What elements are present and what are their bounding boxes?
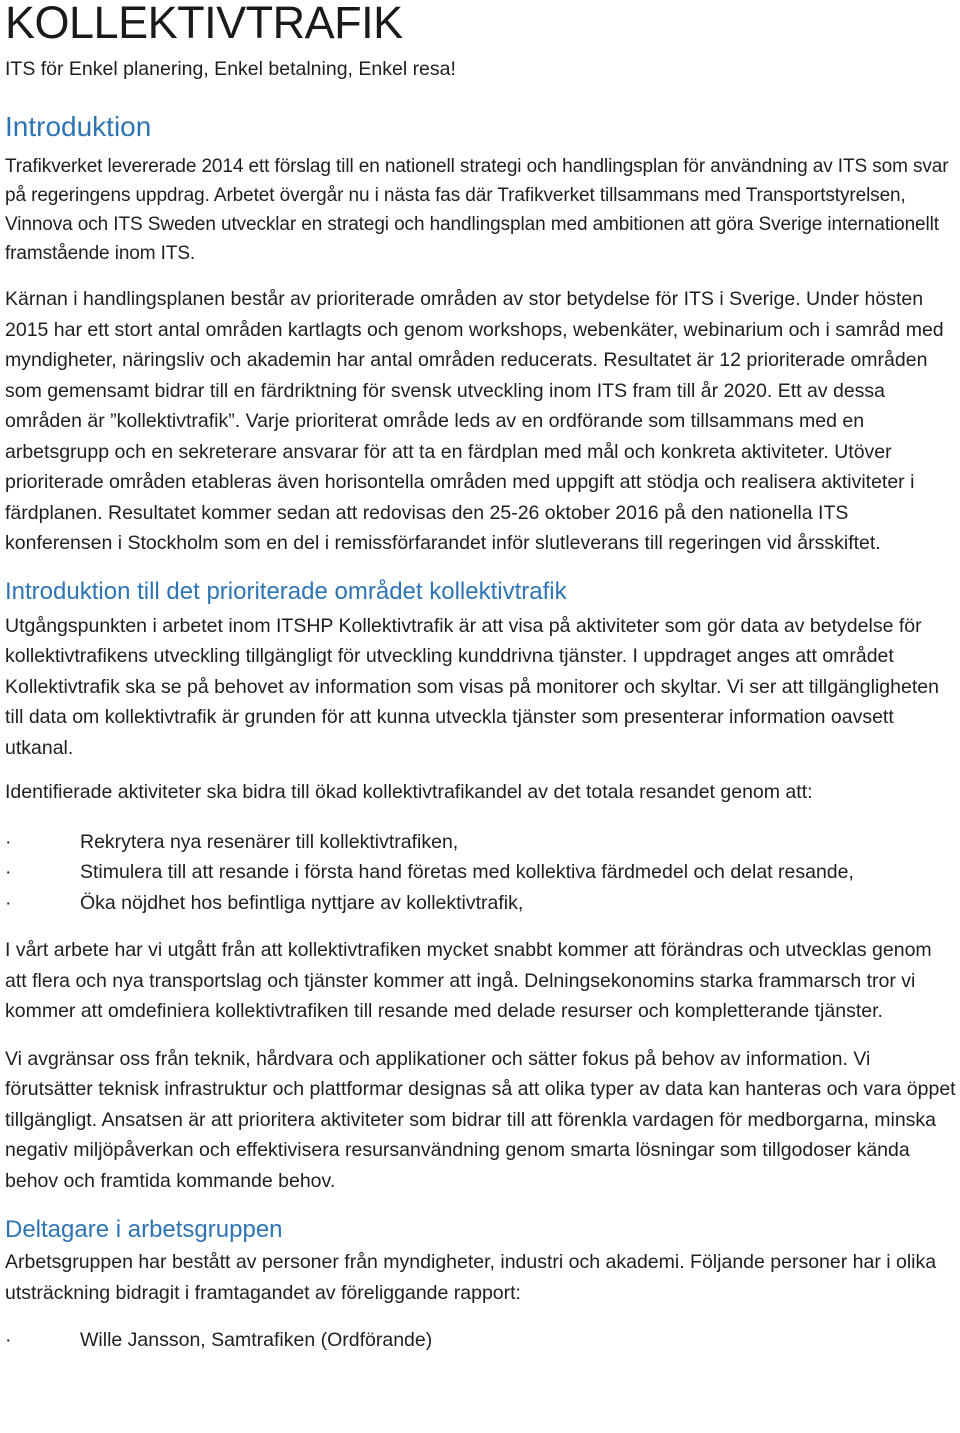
participants-paragraph: Arbetsgruppen har bestått av personer från myndigheter, industri och akademi. Följande personer har i olika utsträckning bidragit i framtagandet av föreliggande rapport: bbox=[5, 1251, 937, 1304]
priority-area-bullet-list bbox=[5, 827, 957, 919]
participant-name: Wille Jansson, Samtrafiken (Ordförande) bbox=[80, 1329, 433, 1351]
priority-area-paragraph-4: Vi avgränsar oss från teknik, hårdvara och applikationer och sätter fokus på behov av information. Vi förutsätter teknisk infrastruktur och plattformar designas så att olika typer av data kan hanteras och vara öppet tillgängligt. Ansatsen är att prioritera aktiviteter som bidrar till att förenkla vardagen för medborgarna, minska negativ miljöpåverkan och effektivisera resursanvändning genom smarta lösningar som tillgodoser kända behov och framtida kommande behov. bbox=[5, 1047, 956, 1192]
section-heading-intro: Introduktion bbox=[5, 111, 152, 142]
bullet-marker: · bbox=[5, 861, 12, 883]
list-item bbox=[5, 827, 957, 858]
bullet-marker: · bbox=[5, 891, 12, 914]
list-item bbox=[5, 857, 957, 888]
list-item-text: Rekrytera nya resenärer till kollektivtrafiken, bbox=[80, 830, 459, 853]
participants-list bbox=[5, 1325, 957, 1356]
list-item bbox=[5, 888, 957, 919]
intro-paragraph-1: Trafikverket levererade 2014 ett förslag till en nationell strategi och handlingsplan för användning av ITS som svar på regeringens uppdrag. Arbetet övergår nu i nästa fas där Trafikverket tillsammans med Transportstyrelsen, Vinnova och ITS Sweden utvecklar en strategi och handlingsplan med ambitionen att göra Sverige internationellt framstående inom ITS. bbox=[5, 156, 949, 264]
document-page bbox=[5, 0, 957, 1356]
priority-area-paragraph-1: Utgångspunkten i arbetet inom ITSHP Kollektivtrafik är att visa på aktiviteter som gör data av betydelse för kollektivtrafikens utveckling tillgängligt för utveckling kunddrivna tjänster. I uppdraget anges att området Kollektivtrafik ska se på behovet av information som visas på monitorer och skyltar. Vi ser att tillgängligheten till data om kollektivtrafik är grunden för att kunna utveckla tjänster som presenterar information oavsett utkanal. bbox=[5, 614, 939, 759]
document-title: KOLLEKTIVTRAFIK bbox=[5, 0, 403, 48]
bullet-marker: · bbox=[5, 1329, 12, 1351]
section-heading-participants: Deltagare i arbetsgruppen bbox=[5, 1216, 283, 1243]
bullet-marker: · bbox=[5, 830, 12, 853]
priority-area-paragraph-2: Identifierade aktiviteter ska bidra till ökad kollektivtrafikandel av det totala resandet genom att: bbox=[5, 781, 813, 803]
list-item-text: Stimulera till att resande i första hand företas med kollektiva färdmedel och delat resande, bbox=[80, 861, 854, 883]
intro-paragraph-2: Kärnan i handlingsplanen består av prioriterade områden av stor betydelse för ITS i Sverige. Under hösten 2015 har ett stort antal områden kartlagts och genom workshops, webenkäter, webinarium och i samråd med myndigheter, näringsliv och akademin har antal områden reducerats. Resultatet är 12 prioriterade områden som gemensamt bidrar till en färdriktning för svensk utveckling inom ITS fram till år 2020. Ett av dessa områden är ”kollektivtrafik”. Varje prioriterat område leds av en ordförande som tillsammans med en arbetsgrupp och en sekreterare ansvarar för att ta en färdplan med mål och konkreta aktiviteter. Utöver prioriterade områden etableras även horisontella områden med uppgift att stödja och realisera aktiviteter i färdplanen. Resultatet kommer sedan att redovisas den 25-26 oktober 2016 på den nationella ITS konferensen i Stockholm som en del i remissförfarandet inför slutleverans till regeringen vid årsskiftet. bbox=[5, 288, 944, 554]
list-item-text: Öka nöjdhet hos befintliga nyttjare av kollektivtrafik, bbox=[80, 891, 524, 914]
priority-area-paragraph-3: I vårt arbete har vi utgått från att kollektivtrafiken mycket snabbt kommer att förändras och utvecklas genom att flera och nya transportslag och tjänster kommer att ingå. Delningsekonomins starka frammarsch tror vi kommer att omdefiniera kollektivtrafiken till resande med delade resurser och kompletterande tjänster. bbox=[5, 939, 932, 1022]
list-item bbox=[5, 1325, 957, 1356]
section-heading-priority-area: Introduktion till det prioriterade området kollektivtrafik bbox=[5, 577, 567, 605]
document-subtitle: ITS för Enkel planering, Enkel betalning, Enkel resa! bbox=[5, 58, 456, 80]
